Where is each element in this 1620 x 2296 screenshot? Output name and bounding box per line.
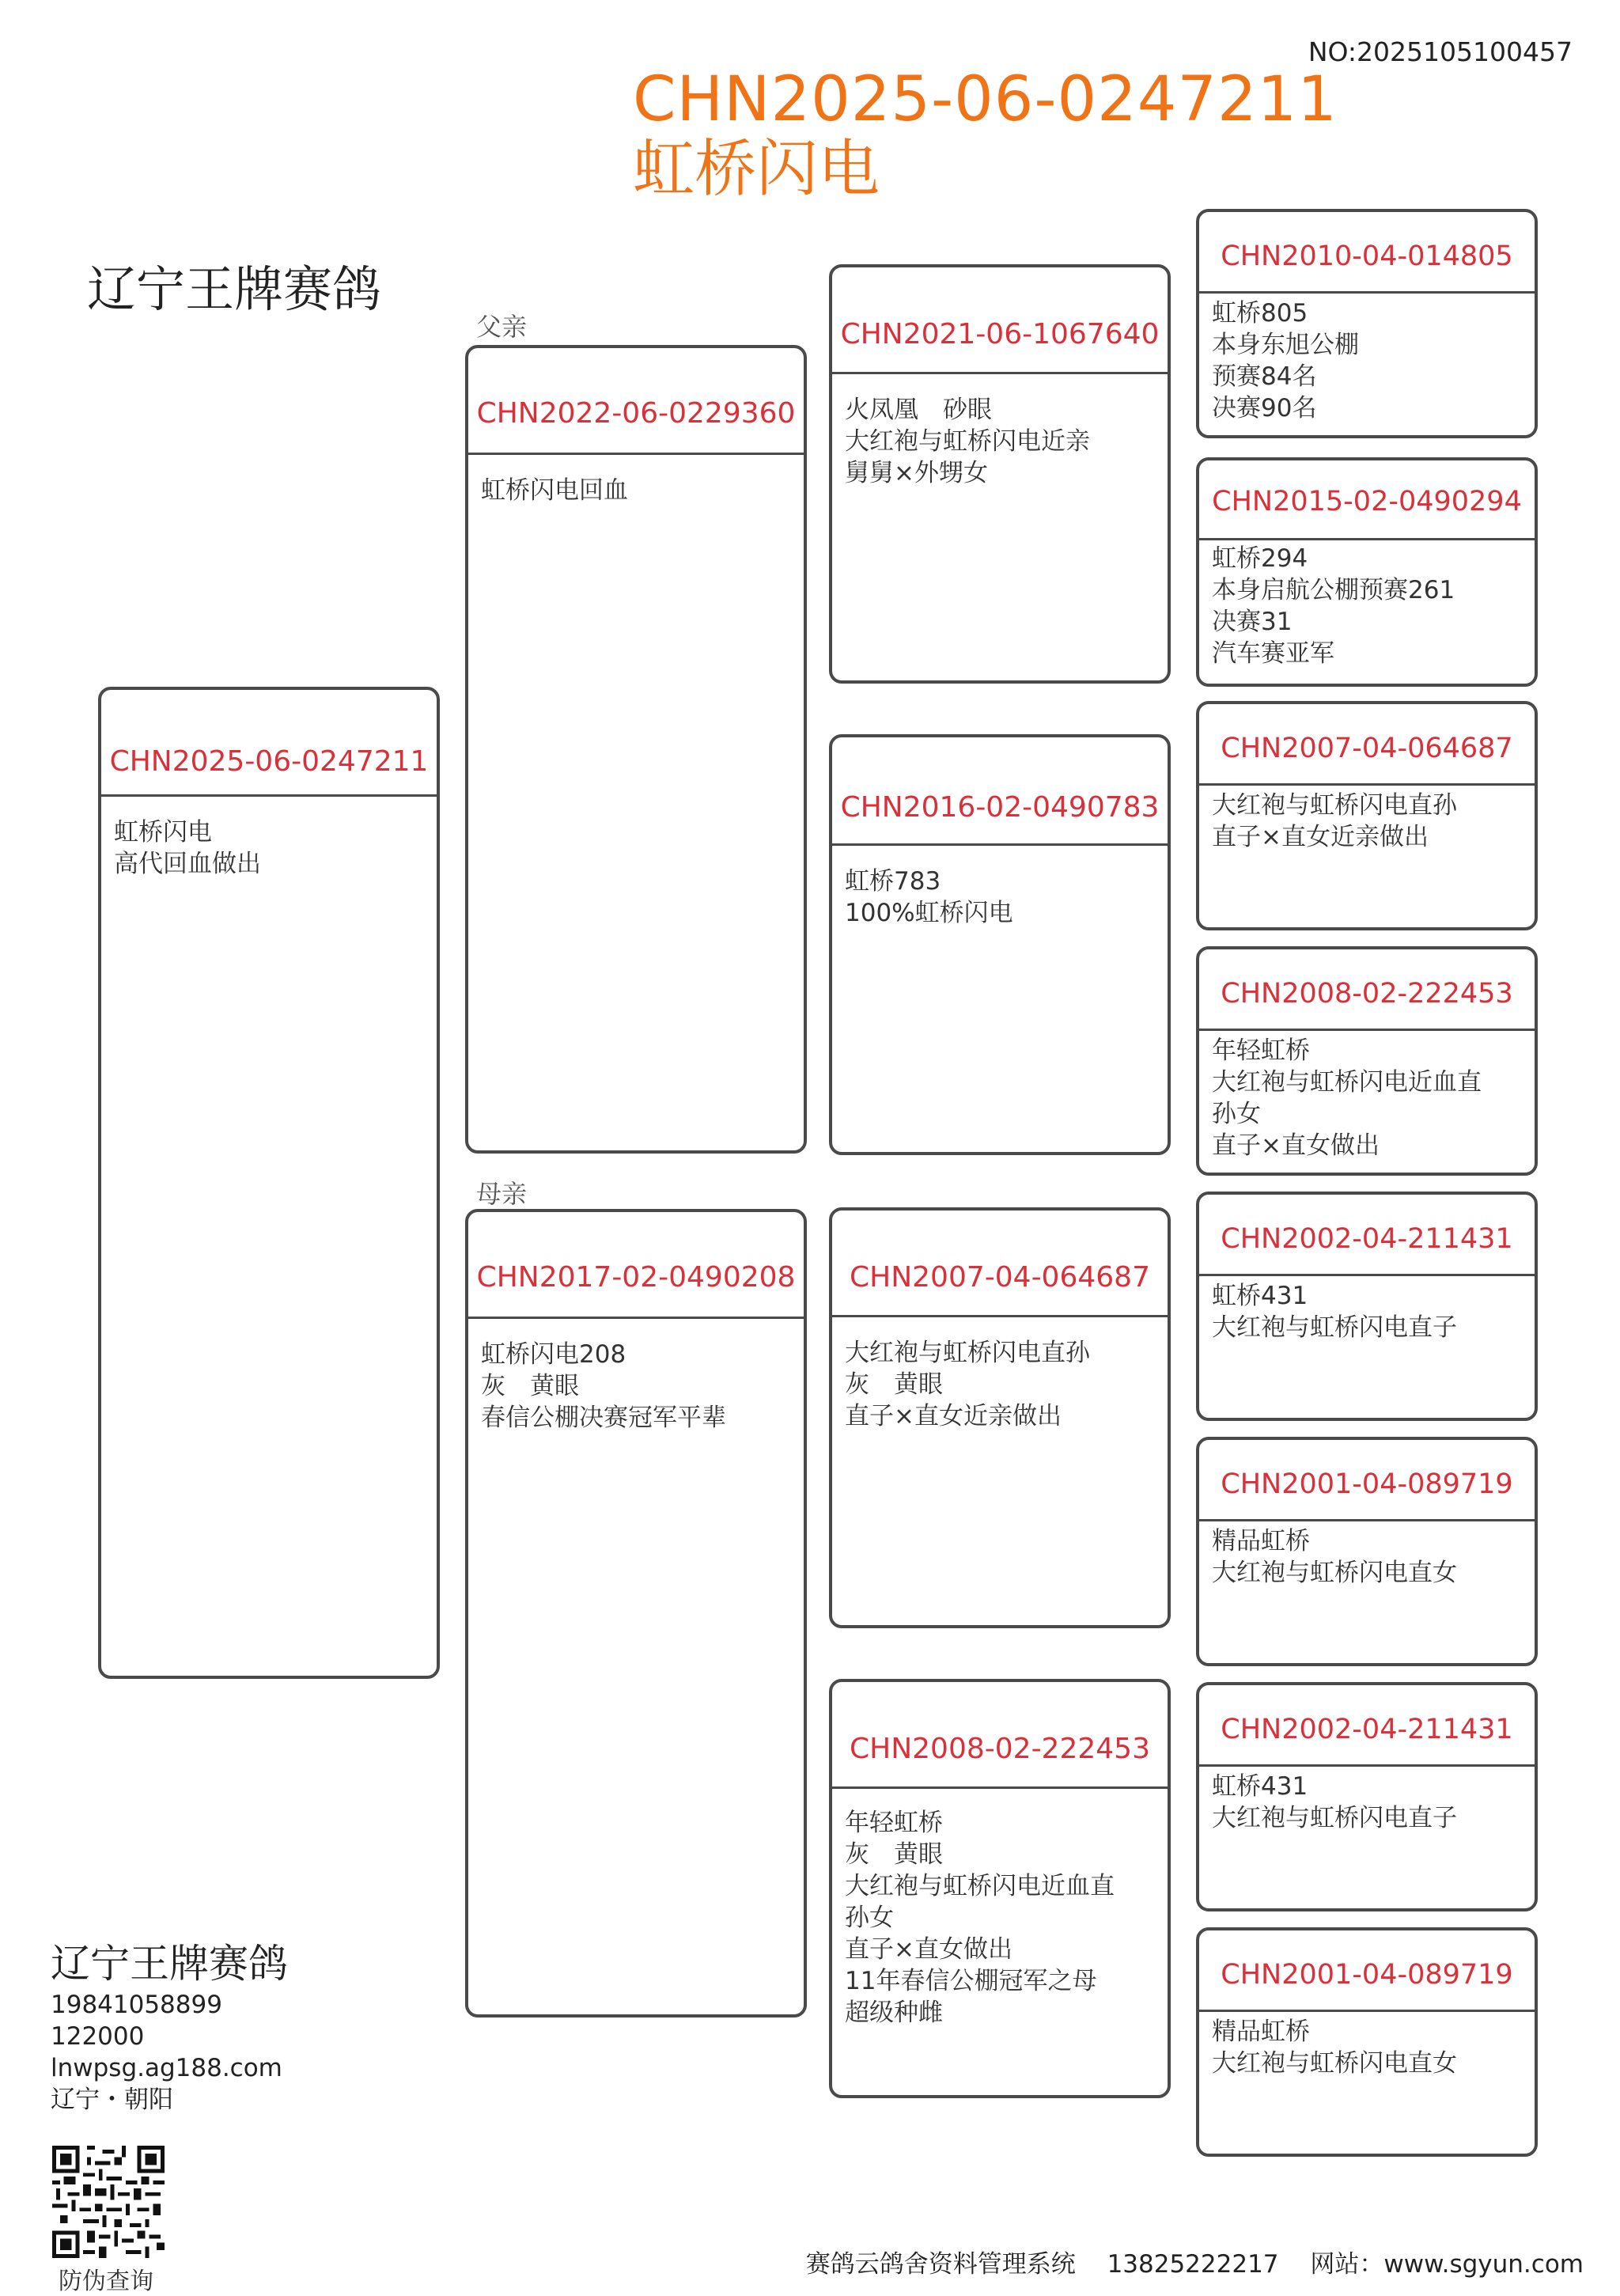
card-note-line: 大红袍与虹桥闪电直孙 [1212, 791, 1457, 820]
card-notes [481, 475, 796, 506]
qr-code-icon[interactable] [52, 2146, 165, 2258]
document-number: NO:2025105100457 [1308, 36, 1573, 67]
card-divider [832, 843, 1168, 846]
card-notes [845, 866, 1160, 929]
card-note-line: 年轻虹桥 [1212, 1036, 1310, 1065]
card-note-line: 火凤凰 砂眼 [845, 396, 992, 424]
card-divider [832, 1786, 1168, 1789]
card-note-line: 灰 黄眼 [481, 1372, 579, 1400]
card-note-line: 虹桥闪电回血 [481, 476, 628, 505]
card-ring-number: CHN2021-06-1067640 [840, 318, 1160, 350]
card-ring-number: CHN2001-04-089719 [1221, 1468, 1513, 1500]
qr-label: 防伪查询 [59, 2268, 153, 2295]
card-notes [1212, 1035, 1527, 1161]
card-divider [1199, 291, 1535, 294]
card-note-line: 直子×直女做出 [845, 1935, 1012, 1964]
father-label: 父亲 [476, 312, 528, 342]
card-note-line: 大红袍与虹桥闪电直子 [1212, 1313, 1457, 1342]
card-note-line: 虹桥431 [1212, 1772, 1308, 1801]
contact-location: 辽宁・朝阳 [51, 2086, 173, 2114]
pedigree-card-self [98, 687, 440, 1679]
pedigree-card-sdd [1196, 946, 1538, 1176]
pedigree-card-dss [1196, 1192, 1538, 1421]
subject-name: 虹桥闪电 [633, 134, 880, 205]
footer-site[interactable]: 网站：www.sgyun.com [1310, 2250, 1584, 2279]
card-note-line: 决赛31 [1212, 608, 1293, 636]
card-divider [101, 794, 437, 797]
subject-ring-number: CHN2025-06-0247211 [633, 64, 1338, 135]
card-ring-number: CHN2017-02-0490208 [476, 1261, 796, 1294]
footer-system: 赛鸽云鸽舍资料管理系统 [805, 2250, 1076, 2279]
loft-title: 辽宁王牌赛鸽 [87, 260, 382, 318]
card-note-line: 高代回血做出 [114, 850, 261, 878]
card-notes [845, 394, 1160, 489]
pedigree-card-sire-dam [829, 734, 1171, 1155]
card-note-line: 虹桥闪电208 [481, 1340, 626, 1369]
card-note-line: 预赛84名 [1212, 362, 1317, 391]
card-divider [1199, 1519, 1535, 1521]
card-note-line: 决赛90名 [1212, 394, 1317, 422]
card-notes [1212, 1525, 1527, 1589]
card-note-line: 舅舅×外甥女 [845, 459, 988, 487]
card-note-line: 虹桥783 [845, 867, 941, 896]
card-note-line: 大红袍与虹桥闪电近血直 [1212, 1068, 1482, 1097]
mother-label: 母亲 [476, 1179, 528, 1209]
pedigree-card-ssd [1196, 457, 1538, 687]
card-notes [1212, 1771, 1527, 1834]
card-note-line: 大红袍与虹桥闪电近血直 [845, 1872, 1115, 1900]
card-divider [832, 1315, 1168, 1317]
card-note-line: 100%虹桥闪电 [845, 899, 1013, 927]
card-notes [1212, 2016, 1527, 2079]
pedigree-card-dsd [1196, 1437, 1538, 1666]
card-ring-number: CHN2002-04-211431 [1221, 1714, 1513, 1745]
card-note-line: 年轻虹桥 [845, 1809, 943, 1837]
card-divider [832, 372, 1168, 374]
card-ring-number: CHN2008-02-222453 [1221, 978, 1513, 1010]
card-divider [468, 453, 804, 455]
card-note-line: 11年春信公棚冠军之母 [845, 1967, 1097, 1995]
pedigree-card-dds [1196, 1682, 1538, 1911]
card-note-line: 孙女 [1212, 1100, 1261, 1128]
card-ring-number: CHN2001-04-089719 [1221, 1959, 1513, 1991]
card-ring-number: CHN2025-06-0247211 [109, 745, 429, 778]
card-ring-number: CHN2008-02-222453 [850, 1733, 1150, 1765]
contact-website[interactable]: lnwpsg.ag188.com [51, 2054, 282, 2082]
card-note-line: 虹桥805 [1212, 299, 1308, 328]
card-notes [845, 1807, 1160, 2029]
contact-postcode: 122000 [51, 2022, 145, 2051]
footer-phone: 13825222217 [1107, 2250, 1279, 2279]
card-divider [1199, 2010, 1535, 2012]
contact-name: 辽宁王牌赛鸽 [51, 1941, 288, 1987]
pedigree-card-dam [465, 1209, 807, 2018]
card-note-line: 虹桥431 [1212, 1282, 1308, 1310]
card-ring-number: CHN2015-02-0490294 [1212, 486, 1522, 517]
card-ring-number: CHN2007-04-064687 [850, 1261, 1150, 1294]
card-note-line: 大红袍与虹桥闪电近亲 [845, 427, 1090, 456]
pedigree-card-dam-sire [829, 1207, 1171, 1628]
card-note-line: 春信公棚决赛冠军平辈 [481, 1404, 726, 1432]
card-divider [1199, 1029, 1535, 1031]
card-notes [1212, 543, 1527, 669]
card-divider [1199, 1274, 1535, 1276]
contact-phone: 19841058899 [51, 1991, 222, 2019]
pedigree-card-sire [465, 345, 807, 1154]
card-note-line: 超级种雌 [845, 1999, 943, 2027]
card-note-line: 直子×直女近亲做出 [1212, 823, 1429, 851]
card-note-line: 灰 黄眼 [845, 1840, 943, 1869]
card-divider [1199, 783, 1535, 786]
card-note-line: 孙女 [845, 1904, 894, 1932]
card-notes [845, 1337, 1160, 1432]
pedigree-card-sds [1196, 701, 1538, 930]
card-notes [1212, 790, 1527, 853]
card-note-line: 直子×直女做出 [1212, 1131, 1380, 1160]
card-note-line: 本身启航公棚预赛261 [1212, 576, 1455, 604]
pedigree-card-ddd [1196, 1927, 1538, 2157]
card-note-line: 汽车赛亚军 [1212, 639, 1334, 668]
card-divider [1199, 538, 1535, 540]
card-note-line: 本身东旭公棚 [1212, 331, 1359, 359]
card-note-line: 精品虹桥 [1212, 1527, 1310, 1555]
card-note-line: 大红袍与虹桥闪电直子 [1212, 1804, 1457, 1832]
card-note-line: 虹桥闪电 [114, 818, 212, 847]
pedigree-card-dam-dam [829, 1679, 1171, 2098]
card-note-line: 大红袍与虹桥闪电直女 [1212, 2049, 1457, 2078]
contact-block [51, 1938, 288, 2116]
card-note-line: 精品虹桥 [1212, 2018, 1310, 2046]
card-divider [468, 1317, 804, 1319]
card-notes [481, 1339, 796, 1434]
card-note-line: 灰 黄眼 [845, 1370, 943, 1399]
card-ring-number: CHN2002-04-211431 [1221, 1223, 1513, 1255]
card-divider [1199, 1764, 1535, 1767]
footer [782, 2244, 1584, 2279]
card-notes [1212, 1280, 1527, 1343]
card-note-line: 直子×直女近亲做出 [845, 1402, 1062, 1430]
card-notes [114, 816, 429, 880]
card-note-line: 虹桥294 [1212, 544, 1308, 573]
card-ring-number: CHN2016-02-0490783 [840, 791, 1160, 824]
card-note-line: 大红袍与虹桥闪电直女 [1212, 1559, 1457, 1587]
card-notes [1212, 297, 1527, 424]
card-ring-number: CHN2007-04-064687 [1221, 733, 1513, 764]
card-ring-number: CHN2010-04-014805 [1221, 241, 1513, 272]
card-note-line: 大红袍与虹桥闪电直孙 [845, 1339, 1090, 1367]
pedigree-card-sire-sire [829, 264, 1171, 684]
pedigree-card-sss [1196, 209, 1538, 438]
card-ring-number: CHN2022-06-0229360 [476, 397, 796, 430]
